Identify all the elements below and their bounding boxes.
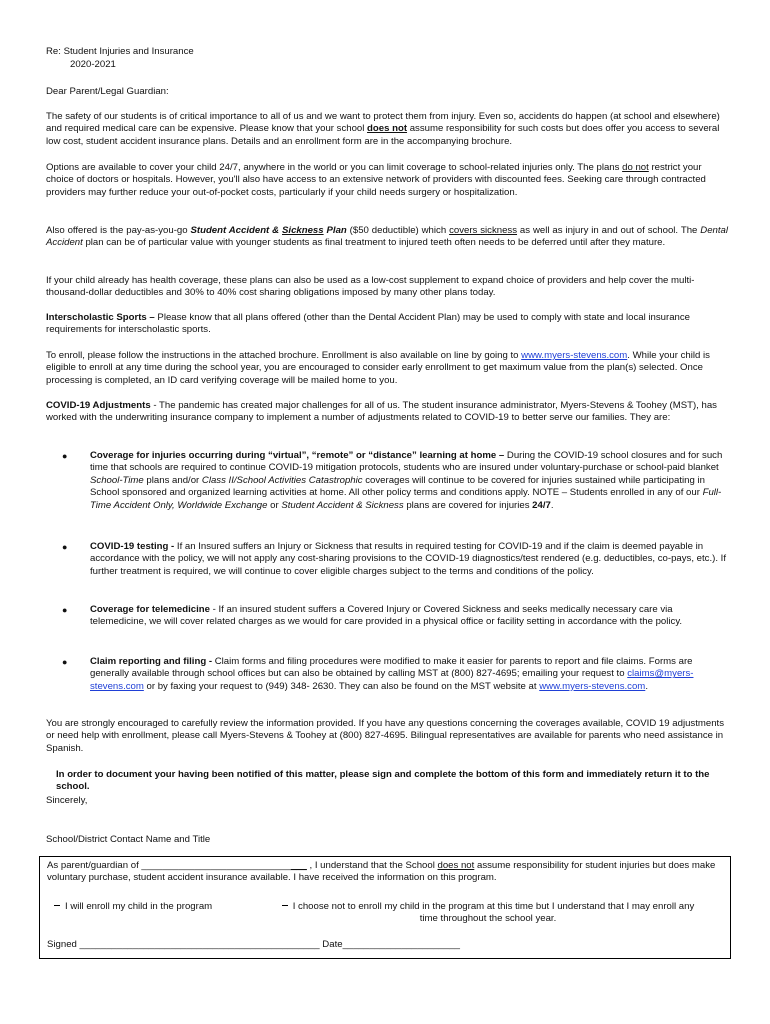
mst-website-link[interactable]: www.myers-stevens.com: [539, 680, 646, 692]
list-item-text: Coverage for telemedicine - If an insured student suffers a Covered Injury or Covered Sickness and seeks medically necessary care via telemedicine, we will cover related charges as we would for care provided in a physical office or facility setting in accordance with the policy.: [90, 604, 683, 628]
enroll-option[interactable]: I will enroll my child in the program: [54, 901, 212, 913]
bullet-icon: ●: [62, 542, 68, 552]
paragraph-covid: COVID-19 Adjustments - The pandemic has created major challenges for all of us. The student insurance administrator, Myers-Stevens & Toohey (MST), has worked with the underwriting insurance company to implement a number of adjustments related to COVID-19 to better serve our families. They are:: [46, 400, 717, 424]
acknowledgement-form: [39, 856, 731, 959]
bullet-icon: ●: [62, 451, 68, 461]
list-item-text: Claim reporting and filing - Claim forms and filing procedures were modified to make it easier for parents to report and file claims. Forms are generally available through school offices but can also be obtained by calling MST at (800) 827-4695; emailing your request to claims@myers-stevens.com or by faxing your request to (949) 348- 2630. They can also be found on the MST website at www.myers-stevens.com.: [90, 656, 694, 692]
paragraph-safety: The safety of our students is of critical importance to all of us and we want to protect them from injury. Even so, accidents do happen (at school and elsewhere) and required medical care can be expensive. Please know that your school does not assume responsibility for such costs but does offer you access to several low cost, student accident insurance plans. Details and an enrollment form are in the accompanying brochure.: [46, 111, 720, 147]
acknowledgement-text: As parent/guardian of _______________________________ , I understand that the School does not assume responsibility for student injuries but does make voluntary purchase, student accident insurance available. I have received the information on this program.: [47, 860, 716, 884]
decline-option[interactable]: I choose not to enroll my child in the program at this time but I understand that I may enroll any time throughout the school year.: [258, 901, 718, 926]
bullet-icon: ●: [62, 657, 68, 667]
list-item-text: COVID-19 testing - If an Insured suffers an Injury or Sickness that results in required testing for COVID-19 and if the claim is deemed payable in accordance with the policy, we will not apply any cost-sharing provisions to the COVID-19 diagnostics/test rendered (e.g. deductibles, co-pays, etc.). If further treatment is required, we will continue to cover eligible charges subject to the terms and conditions of the policy.: [90, 541, 726, 577]
signing-instruction: In order to document your having been notified of this matter, please sign and complete the bottom of this form and immediately return it to the school.: [56, 769, 710, 793]
closing: Sincerely,: [46, 795, 88, 806]
checkbox-icon[interactable]: [54, 905, 60, 907]
paragraph-enroll: To enroll, please follow the instructions in the attached brochure. Enrollment is also available on line by going to www.myers-stevens.com. While your child is eligible to enroll at any time during the school year, you are encouraged to consider early enrollment to get maximum value from the plan(s) selected. Once processing is completed, an ID card verifying coverage will be mailed home to you.: [46, 350, 710, 386]
paragraph-options: Options are available to cover your child 24/7, anywhere in the world or you can limit coverage to school-related injuries only. The plans do not restrict your choice of doctors or hospitals. However, you'll also have access to an extensive network of providers with discounted fees. Seeking care through contracted providers may further reduce your out-of-pocket costs, particularly if your child needs surgery or hospitalization.: [46, 162, 706, 198]
list-item-text: Coverage for injuries occurring during “virtual”, “remote” or “distance” learning at home – During the COVID-19 school closures and for such time that schools are required to continue COVID-19 mitigation protocols, students who are insured under voluntary-purchase or school-paid blanket School-Time plans and/or Class II/School Activities Catastrophic coverages will continue to be covered for injuries sustained while participating in School sponsored and organized learning activities at home. All other policy terms and conditions apply. NOTE – Students enrolled in any of our Full-Time Accident Only, Worldwide Exchange or Student Accident & Sickness plans are covered for injuries 24/7.: [90, 450, 723, 511]
bullet-icon: ●: [62, 605, 68, 615]
checkbox-icon[interactable]: [282, 905, 288, 907]
paragraph-sickness-plan: Also offered is the pay-as-you-go Student Accident & Sickness Plan ($50 deductible) which covers sickness as well as injury in and out of school. The Dental Accident plan can be of particular value with younger students as final treatment to injured teeth often needs to be deferred until after they mature.: [46, 225, 729, 249]
paragraph-review: You are strongly encouraged to carefully review the information provided. If you have any questions concerning the coverages available, COVID 19 adjustments or need help with enrollment, please call Myers-Stevens & Toohey at (800) 827-4695. Bilingual representatives are available for parents who need assistance in Spanish.: [46, 718, 724, 754]
subject-line: Re: Student Injuries and Insurance: [46, 46, 194, 57]
school-year: 2020-2021: [70, 59, 116, 70]
signature-date-line[interactable]: Signed _____________________________________________ Date______________________: [47, 939, 460, 950]
claims-email-link[interactable]: claims@myers-stevens.com: [90, 668, 694, 692]
paragraph-health-coverage: If your child already has health coverage, these plans can also be used as a low-cost supplement to expand choice of providers and help cover the multi-thousand-dollar deductibles and 30% to 40% cost sharing obligations imposed by many other plans today.: [46, 275, 695, 299]
website-link[interactable]: www.myers-stevens.com: [521, 350, 628, 361]
paragraph-interscholastic: Interscholastic Sports – Please know that all plans offered (other than the Dental Accident Plan) may be used to comply with state and local insurance requirements for interscholastic sports.: [46, 312, 691, 336]
contact-name-title: School/District Contact Name and Title: [46, 834, 211, 845]
salutation: Dear Parent/Legal Guardian:: [46, 86, 169, 97]
